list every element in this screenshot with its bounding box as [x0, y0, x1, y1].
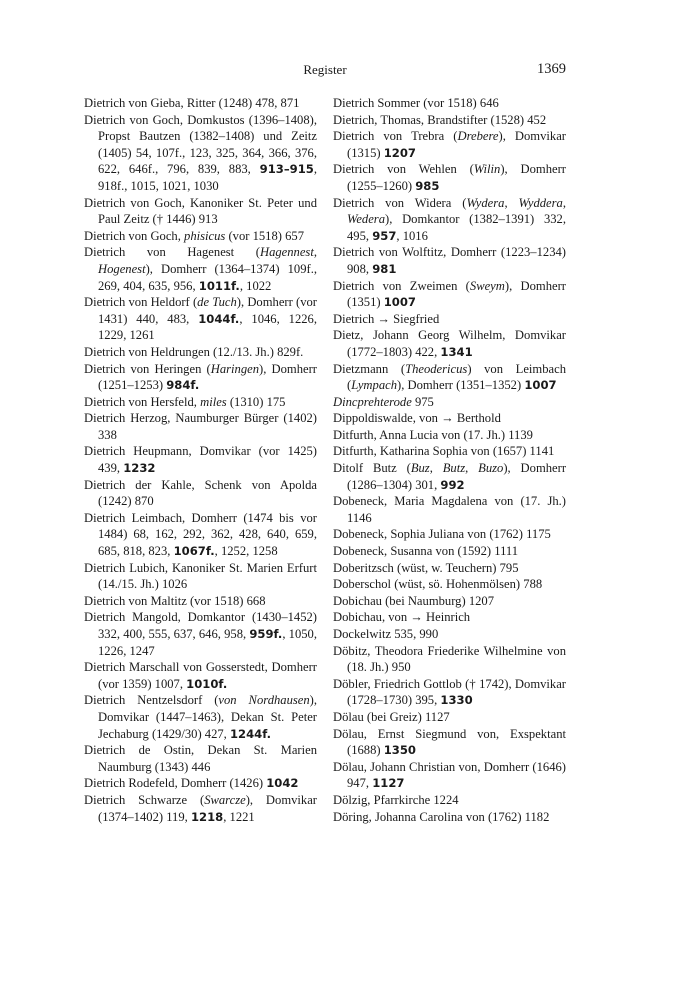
index-entry: Döbitz, Theodora Friederike Wilhelmine von (18. Jh.) 950	[333, 643, 566, 675]
index-entry: Dietrich von Heringen (Haringen), Domherr (1251–1253) 984f.	[84, 361, 317, 393]
index-entry: Dietz, Johann Georg Wilhelm, Domvikar (1772–1803) 422, 1341	[333, 328, 566, 359]
index-column-right	[333, 95, 566, 825]
index-entry: Dietrich von Goch, phisicus (vor 1518) 657	[84, 228, 305, 243]
index-entry: Dietrich Leimbach, Domherr (1474 bis vor 1484) 68, 162, 292, 362, 428, 640, 659, 685, 818, 823, 1067f., 1252, 1258	[84, 510, 317, 559]
index-entry: Dietrich von Wehlen (Wilin), Domherr (1255–1260) 985	[333, 162, 566, 193]
index-entry: Ditfurth, Katharina Sophia von (1657) 1141	[333, 444, 555, 459]
index-entry: Dietrich → Siegfried	[333, 311, 440, 326]
index-entry: Döbler, Friedrich Gottlob († 1742), Domvikar (1728–1730) 395, 1330	[333, 676, 566, 708]
page-number: 1369	[537, 61, 566, 77]
index-entry: Dippoldiswalde, von → Berthold	[333, 411, 501, 426]
index-entry: Doberschol (wüst, sö. Hohenmölsen) 788	[333, 577, 543, 592]
index-entry: Dietrich von Gieba, Ritter (1248) 478, 871	[84, 96, 300, 110]
index-entry: Dietrich Marschall von Gosserstedt, Domherr (vor 1359) 1007, 1010f.	[84, 660, 317, 691]
index-entry: Dobichau, von → Heinrich	[333, 610, 471, 625]
index-entry: Dietrich Rodefeld, Domherr (1426) 1042	[84, 776, 299, 791]
index-column-left	[84, 95, 317, 825]
index-entry: Dietrich Sommer (vor 1518) 646	[333, 96, 499, 110]
index-entry: Dietrich Heupmann, Domvikar (vor 1425) 439, 1232	[84, 444, 317, 476]
index-entry: Dölau (bei Greiz) 1127	[333, 709, 450, 724]
running-title: Register	[303, 62, 347, 77]
index-entry: Dietrich von Zweimen (Sweym), Domherr (1351) 1007	[333, 278, 567, 310]
index-entry: Dietzmann (Theodericus) von Leimbach (Lympach), Domherr (1351–1352) 1007	[333, 361, 566, 393]
index-entry: Dölzig, Pfarrkirche 1224	[333, 792, 459, 807]
index-entry: Dietrich von Hersfeld, miles (1310) 175	[84, 394, 286, 409]
index-entry: Dietrich Nentzelsdorf (von Nordhausen), Domvikar (1447–1463), Dekan St. Peter Jechaburg (1429/30) 427, 1244f.	[84, 693, 318, 741]
index-entry: Dietrich von Heldrungen (12./13. Jh.) 829f.	[84, 344, 304, 359]
index-entry: Dölau, Johann Christian von, Domherr (1646) 947, 1127	[333, 759, 566, 791]
index-entry: Döring, Johanna Carolina von (1762) 1182	[333, 809, 550, 824]
page-header	[84, 62, 566, 80]
index-entry: Dobeneck, Susanna von (1592) 1111	[333, 544, 519, 559]
index-entry: Dietrich von Maltitz (vor 1518) 668	[84, 593, 266, 608]
index-entry: Dietrich von Wolftitz, Domherr (1223–1234) 908, 981	[333, 245, 566, 276]
index-entry: Dietrich von Trebra (Drebere), Domvikar (1315) 1207	[333, 129, 566, 160]
index-entry: Dockelwitz 535, 990	[333, 627, 439, 641]
index-entry: Dietrich von Heldorf (de Tuch), Domherr (vor 1431) 440, 483, 1044f., 1046, 1226, 1229, 1261	[84, 295, 317, 343]
index-entry: Ditfurth, Anna Lucia von (17. Jh.) 1139	[333, 427, 533, 442]
index-entry: Dincprehterode 975	[333, 394, 434, 409]
index-entry: Doberitzsch (wüst, w. Teuchern) 795	[333, 560, 519, 575]
index-entry: Dietrich Schwarze (Swarcze), Domvikar (1374–1402) 119, 1218, 1221	[84, 792, 317, 824]
index-entry: Dietrich, Thomas, Brandstifter (1528) 452	[333, 112, 547, 127]
index-entry: Dietrich von Goch, Domkustos (1396–1408), Propst Bautzen (1382–1408) und Zeitz (1405) 54, 107f., 123, 325, 364, 366, 376, 622, 646f., 796, 839, 883, 913–915, 918f., 1015, 1021, 1030	[84, 112, 317, 193]
index-entry: Ditolf Butz (Buz, Butz, Buzo), Domherr (1286–1304) 301, 992	[333, 461, 567, 492]
index-entry: Dietrich von Hagenest (Hagennest, Hogenest), Domherr (1364–1374) 109f., 269, 404, 635, 956, 1011f., 1022	[84, 245, 317, 293]
index-entry: Dietrich de Ostin, Dekan St. Marien Naumburg (1343) 446	[84, 743, 317, 774]
index-entry: Dobeneck, Sophia Juliana von (1762) 1175	[333, 527, 551, 542]
index-entry: Dölau, Ernst Siegmund von, Exspektant (1688) 1350	[333, 726, 566, 758]
index-entry: Dietrich Herzog, Naumburger Bürger (1402) 338	[84, 411, 317, 442]
index-entry: Dobeneck, Maria Magdalena von (17. Jh.) 1146	[333, 494, 566, 525]
index-entry: Dietrich von Goch, Kanoniker St. Peter und Paul Zeitz († 1446) 913	[84, 195, 317, 227]
index-entry: Dobichau (bei Naumburg) 1207	[333, 593, 495, 608]
index-entry: Dietrich von Widera (Wydera, Wyddera, Wedera), Domkantor (1382–1391) 332, 495, 957, 1016	[333, 195, 566, 243]
index-entry: Dietrich Lubich, Kanoniker St. Marien Erfurt (14./15. Jh.) 1026	[84, 560, 317, 592]
index-entry: Dietrich der Kahle, Schenk von Apolda (1242) 870	[84, 477, 317, 509]
index-entry: Dietrich Mangold, Domkantor (1430–1452) 332, 400, 555, 637, 646, 958, 959f., 1050, 1226, 1247	[84, 610, 317, 658]
